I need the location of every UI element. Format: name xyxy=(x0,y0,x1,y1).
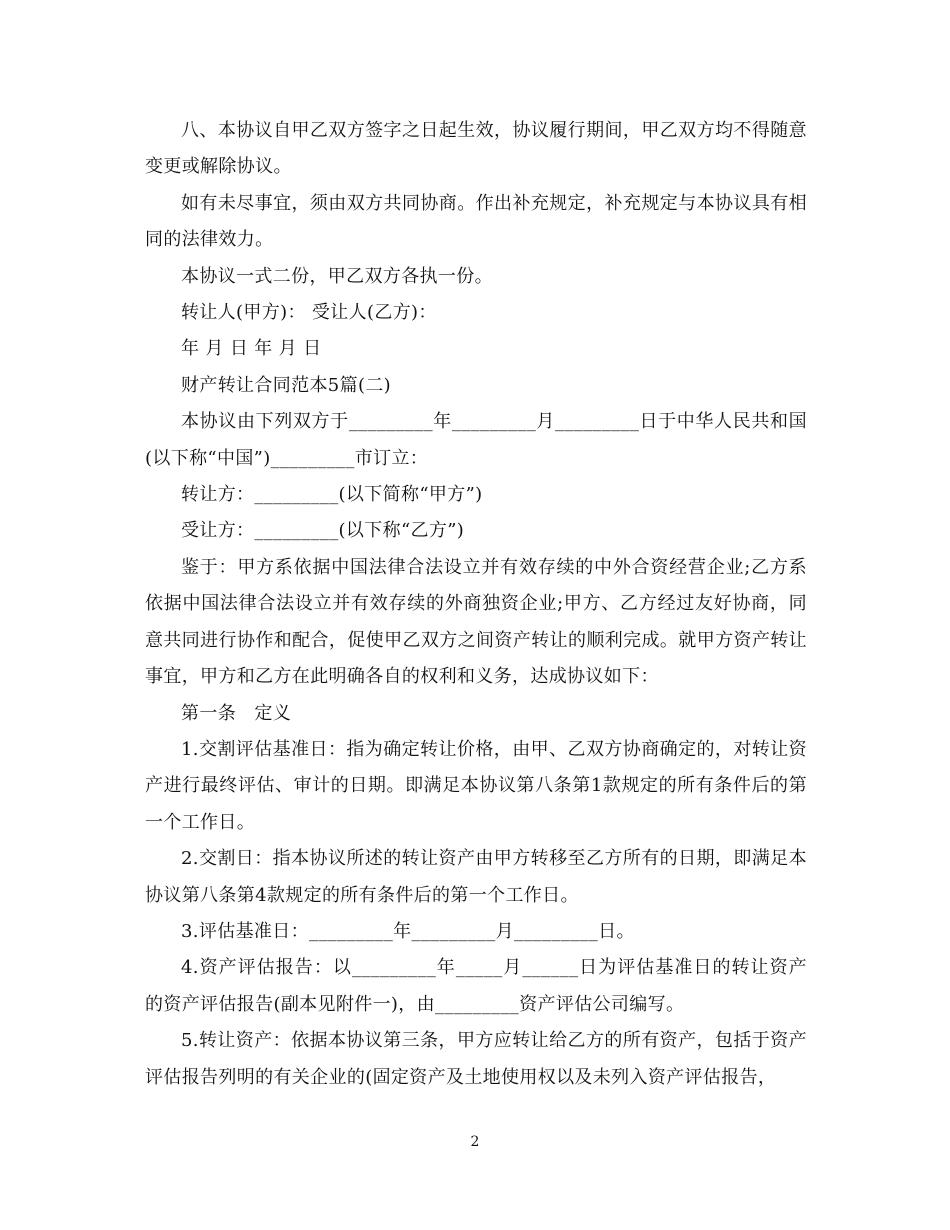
supplement-paragraph: 如有未尽事宜，须由双方共同协商。作出补充规定，补充规定与本协议具有相同的法律效力。 xyxy=(145,192,807,251)
transferor-line: 转让方：_________(以下简称“甲方”) xyxy=(181,484,483,506)
definition-item-5: 5.转让资产：依据本协议第三条，甲方应转让给乙方的所有资产，包括于资产评估报告列明的有关企业的(固定资产及土地使用权以及未列入资产评估报告， xyxy=(145,1030,807,1088)
page-number: 2 xyxy=(470,1134,480,1150)
definition-item-3: 3.评估基准日：_________年_________月_________日。 xyxy=(181,920,635,942)
recital-paragraph: 鉴于：甲方系依据中国法律合法设立并有效存续的中外合资经营企业;乙方系依据中国法律合法设立并有效存续的外商独资企业;甲方、乙方经过友好协商，同意共同进行协作和配合，促使甲乙双方之间资产转让的顺利完成。就甲方资产转让事宜，甲方和乙方在此明确各自的权利和义务，达成协议如下： xyxy=(145,556,807,688)
document-body xyxy=(145,113,807,1096)
article-one-heading: 第一条 定义 xyxy=(181,702,292,724)
signature-date-line: 年 月 日 年 月 日 xyxy=(181,338,322,360)
definition-item-4: 4.资产评估报告：以_________年_____月______日为评估基准日的转让资产的资产评估报告(副本见附件一)，由_________资产评估公司编写。 xyxy=(145,957,807,1015)
definition-item-2: 2.交割日：指本协议所述的转让资产由甲方转移至乙方所有的日期，即满足本协议第八条第4款规定的所有条件后的第一个工作日。 xyxy=(145,848,807,906)
signature-parties-line: 转让人(甲方)： 受让人(乙方)： xyxy=(181,302,437,324)
copies-paragraph: 本协议一式二份，甲乙双方各执一份。 xyxy=(181,265,493,287)
clause-eight-paragraph: 八、本协议自甲乙双方签字之日起生效，协议履行期间，甲乙双方均不得随意变更或解除协议。 xyxy=(145,120,807,178)
definition-item-1: 1.交割评估基准日：指为确定转让价格，由甲、乙双方协商确定的，对转让资产进行最终评估、审计的日期。即满足本协议第八条第1款规定的所有条件后的第一个工作日。 xyxy=(145,738,807,833)
section-heading: 财产转让合同范本5篇(二) xyxy=(181,374,392,396)
transferee-line: 受让方：_________(以下称“乙方”) xyxy=(181,520,465,542)
agreement-intro-paragraph: 本协议由下列双方于_________年_________月_________日于中华人民共和国(以下称“中国”)_________市订立： xyxy=(145,411,807,469)
